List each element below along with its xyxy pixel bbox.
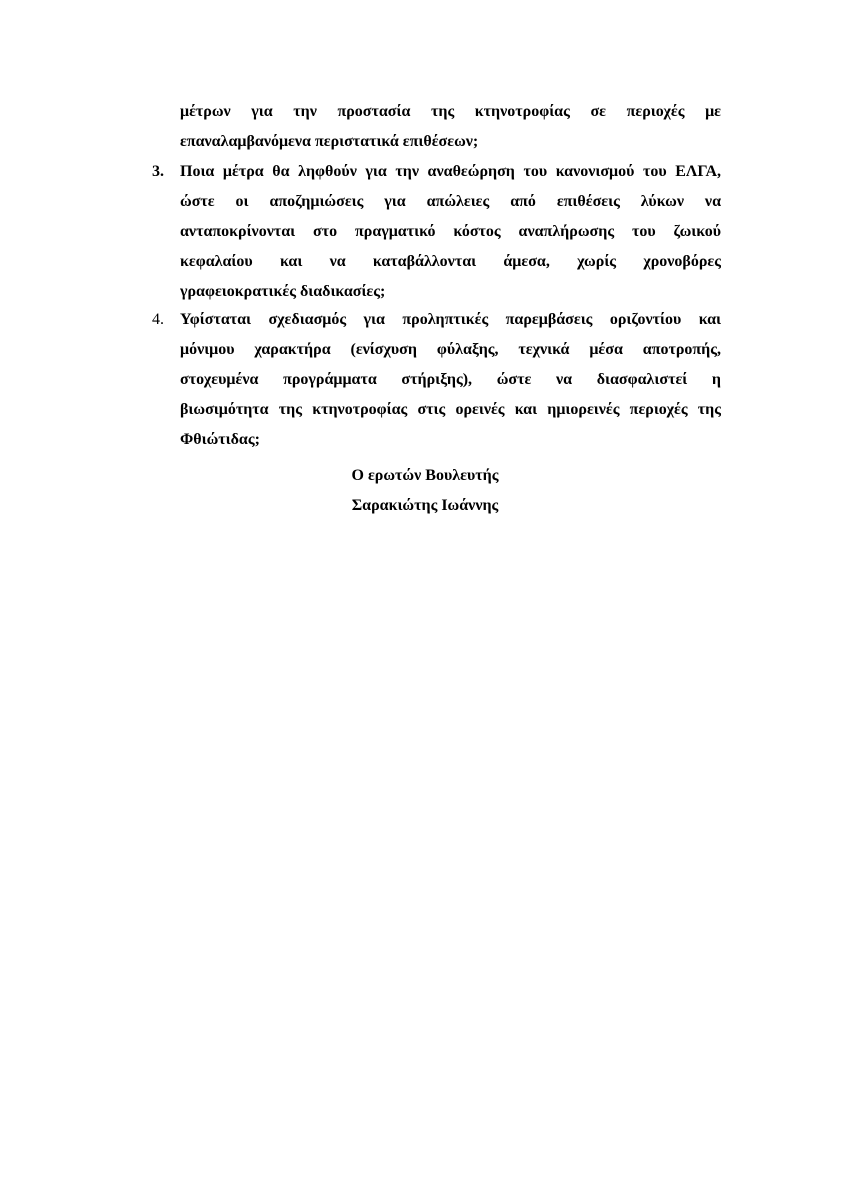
paragraph-line: γραφειοκρατικές διαδικασίες; (180, 283, 386, 300)
paragraph-line: Υφίσταται σχεδιασμός για προληπτικές παρεμβάσεις οριζοντίου και (180, 311, 721, 328)
list-item (180, 157, 721, 307)
list-item (180, 305, 721, 455)
paragraph-line: ανταποκρίνονται στο πραγματικό κόστος αναπλήρωσης του ζωικού (180, 223, 721, 240)
paragraph-line: στοχευμένα προγράμματα στήριξης), ώστε να διασφαλιστεί η (180, 371, 721, 388)
paragraph-line: ώστε οι αποζημιώσεις για απώλειες από επιθέσεις λύκων να (180, 193, 721, 210)
paragraph-line: Ποια μέτρα θα ληφθούν για την αναθεώρηση του κανονισμού του ΕΛΓΑ, (180, 163, 721, 180)
signature-name: Σαρακιώτης Ιωάννης (351, 497, 499, 514)
signature-block (280, 461, 570, 521)
paragraph-line: μέτρων για την προστασία της κτηνοτροφίας σε περιοχές με (180, 103, 721, 120)
paragraph-line: Φθιώτιδας; (180, 431, 260, 448)
list-item-number: 4. (152, 311, 164, 328)
list-item-number: 3. (152, 163, 164, 180)
paragraph-line: κεφαλαίου και να καταβάλλονται άμεσα, χωρίς χρονοβόρες (180, 253, 721, 270)
paragraph-line: βιωσιμότητα της κτηνοτροφίας στις ορεινές και ημιορεινές περιοχές της (180, 401, 721, 418)
continuation-paragraph (180, 97, 721, 157)
paragraph-line: επαναλαμβανόμενα περιστατικά επιθέσεων; (180, 133, 479, 150)
signature-title: Ο ερωτών Βουλευτής (351, 467, 499, 484)
paragraph-line: μόνιμου χαρακτήρα (ενίσχυση φύλαξης, τεχνικά μέσα αποτροπής, (180, 341, 721, 358)
